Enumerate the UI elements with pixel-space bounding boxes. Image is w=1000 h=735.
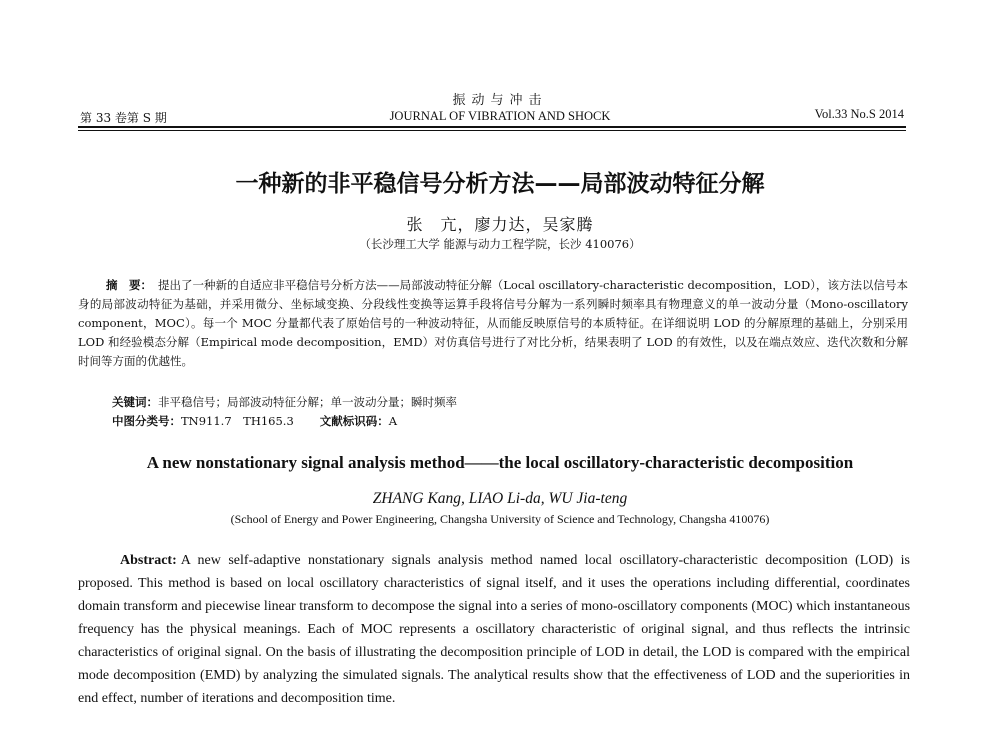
- abstract-en: [78, 549, 910, 710]
- keywords-cn: [112, 394, 457, 410]
- classification-value: TN911.7 TH165.3: [181, 414, 294, 428]
- keywords-cn-label: 关键词：: [112, 395, 158, 409]
- abstract-cn-label: 摘 要：: [106, 278, 153, 292]
- affiliation-cn: （长沙理工大学 能源与动力工程学院，长沙 410076）: [359, 237, 641, 251]
- affiliation-en: (School of Energy and Power Engineering, Changsha University of Science and Technology, Changsha 410076): [230, 512, 770, 526]
- doc-code-value: A: [388, 414, 398, 428]
- title-cn: 一种新的非平稳信号分析方法——局部波动特征分解: [235, 171, 765, 197]
- doc-code-label: 文献标识码：: [319, 414, 389, 428]
- abstract-en-text: A new self-adaptive nonstationary signals analysis method named local oscillatory-characteristic decomposition (LOD) is proposed. This method is based on local oscillatory characteristics of signal itself, and it uses the operations including differential, coordinates domain transform and piecewise linear transform to decompose the signal into a series of mono-oscillatory components (MOC) which instantaneous frequency has the physical meanings. Each of MOC represents a oscillatory characteristic of original signal, and thus reflects the intrinsic characteristics of original signal. On the basis of illustrating the decomposition principle of LOD in detail, the LOD is compared with the empirical mode decomposition (EMD) by analyzing the simulated signals. The analytical results show that the effectiveness of LOD and the superiorities in end effect, number of iterations and decomposition time.: [78, 553, 911, 706]
- authors-cn: 张 亢，廖力达，吴家腾: [406, 215, 594, 234]
- keywords-cn-text: 非平稳信号；局部波动特征分解；单一波动分量；瞬时频率: [158, 395, 457, 409]
- header-rule-thick: [78, 126, 906, 128]
- classification-label: 中图分类号：: [112, 414, 181, 428]
- issue-en: Vol.33 No.S 2014: [814, 107, 904, 121]
- issue-cn: 第 33 卷第 S 期: [80, 111, 167, 125]
- abstract-cn-text: 提出了一种新的自适应非平稳信号分析方法——局部波动特征分解（Local oscillatory-characteristic decomposition，LOD），该方法以信号本身的局部波动特征为基础，并采用微分、坐标域变换、分段线性变换等运算手段将信号分解为一系列瞬时频率具有物理意义的单一波动分量（Mono-oscillatory component，MOC）。每一个 MOC 分量都代表了原始信号的一种波动特征，从而能反映原信号的本质特征。在详细说明 LOD 的分解原理的基础上，分别采用 LOD 和经验模态分解（Empirical mode decomposition，EMD）对仿真信号进行了对比分析，结果表明了 LOD 的有效性，以及在端点效应、迭代次数和分解时间等方面的优越性。: [78, 278, 908, 368]
- journal-name-cn: 振动与冲击: [452, 93, 548, 108]
- title-en: A new nonstationary signal analysis method——the local oscillatory-characteristic decomposition: [146, 453, 854, 472]
- authors-en: ZHANG Kang, LIAO Li-da, WU Jia-teng: [372, 490, 628, 507]
- journal-name-en: JOURNAL OF VIBRATION AND SHOCK: [389, 109, 611, 123]
- classification-cn: [112, 413, 397, 429]
- abstract-cn: [78, 276, 908, 371]
- abstract-en-label: Abstract:: [120, 553, 177, 568]
- header-rule-thin: [78, 130, 906, 131]
